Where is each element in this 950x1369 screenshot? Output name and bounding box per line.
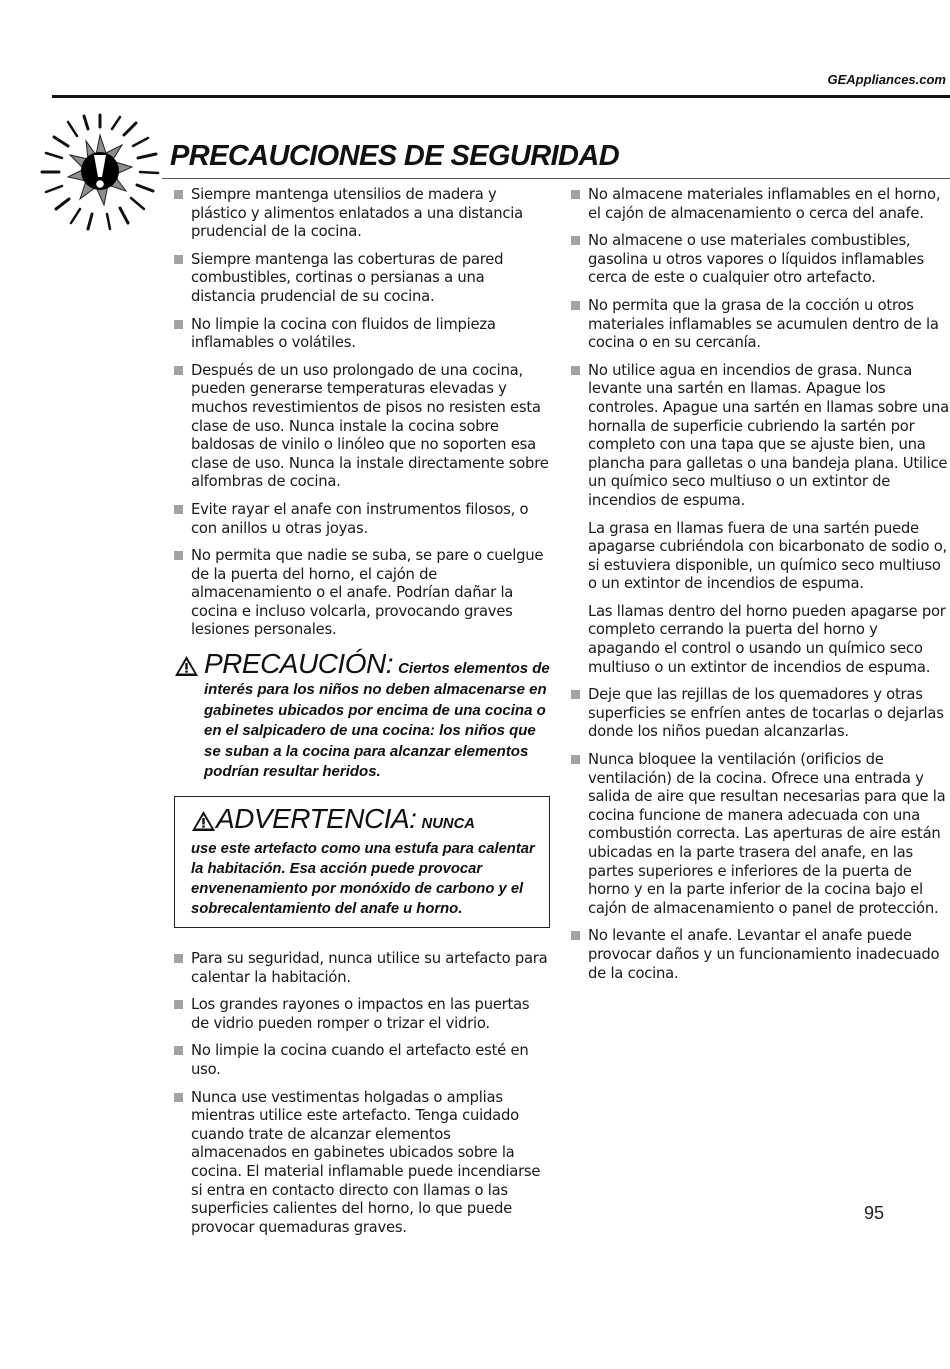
warning-triangle-icon bbox=[191, 810, 216, 832]
warning-text: use este artefacto como una estufa para calentar la habitación. Esa acción puede provocar envenenamiento por monóxido de carbono y el sobrecalentamiento del anafe u horno. bbox=[191, 841, 535, 918]
list-item: Deje que las rejillas de los quemadores y otras superficies se enfríen antes de tocarlas o dejarlas donde los niños puedan alcanzarlas. bbox=[571, 686, 950, 742]
title-rule bbox=[162, 178, 950, 179]
list-item: No utilice agua en incendios de grasa. Nunca levante una sartén en llamas. Apague los controles. Apague una sartén en llamas sobre una hornalla de superficie cubriendo la sartén por completo con una tapa que se ajuste bien, una plancha para galletas o una bandeja plana. Utilice un químico seco multiuso o un extintor de incendios de espuma. bbox=[571, 362, 950, 511]
list-item: No permita que la grasa de la cocción u otros materiales inflamables se acumulen dentro de la cocina o en su cercanía. bbox=[571, 297, 950, 353]
list-item: Siempre mantenga las coberturas de pared combustibles, cortinas o persianas a una distancia prudencial de su cocina. bbox=[174, 251, 550, 307]
header-rule bbox=[52, 95, 950, 98]
list-item: No permita que nadie se suba, se pare o cuelgue de la puerta del horno, el cajón de almacenamiento o el anafe. Podrían dañar la cocina e incluso volcarla, provocando graves lesiones personales. bbox=[174, 547, 550, 640]
warning-box bbox=[174, 796, 550, 928]
caution-text: Ciertos elementos de interés para los niños no deben almacenarse en gabinetes ubicados por encima de una cocina o en el salpicadero de una cocina: los niños que se suban a la cocina para alcanzar elementos podrían resultar heridos. bbox=[204, 660, 550, 781]
warning-burst-icon bbox=[40, 113, 160, 231]
warning-triangle-icon bbox=[174, 655, 199, 677]
caution-note bbox=[174, 649, 550, 782]
list-item: No almacene materiales inflamables en el horno, el cajón de almacenamiento o cerca del anafe. bbox=[571, 186, 950, 223]
caution-heading: PRECAUCIÓN: bbox=[204, 648, 393, 680]
list-item: Nunca use vestimentas holgadas o amplias mientras utilice este artefacto. Tenga cuidado cuando trate de alcanzar elementos almacenados en gabinetes ubicados sobre la cocina. El material inflamable puede incendiarse si entra en contacto directo con llamas o las superficies calientes del horno, lo que puede provocar quemaduras graves. bbox=[174, 1089, 550, 1238]
paragraph: Las llamas dentro del horno pueden apagarse por completo cerrando la puerta del horno y apagando el control o usando un químico seco multiuso o un extintor de incendios de espuma. bbox=[588, 602, 946, 676]
list-item: No almacene o use materiales combustibles, gasolina u otros vapores o líquidos inflamables cerca de este o cualquier otro artefacto. bbox=[571, 232, 950, 288]
list-item: Después de un uso prolongado de una cocina, pueden generarse temperaturas elevadas y muchos revestimientos de pisos no resisten esta clase de uso. Nunca instale la cocina sobre baldosas de vinilo o linóleo que no soporten esa clase de uso. Nunca la instale directamente sobre alfombras de cocina. bbox=[174, 362, 550, 492]
page-number: 95 bbox=[864, 1203, 885, 1223]
warning-lead: NUNCA bbox=[421, 816, 475, 833]
list-item: No limpie la cocina con fluidos de limpieza inflamables o volátiles. bbox=[174, 316, 550, 353]
list-item: Los grandes rayones o impactos en las puertas de vidrio pueden romper o trizar el vidrio. bbox=[174, 996, 550, 1033]
paragraph: La grasa en llamas fuera de una sartén puede apagarse cubriéndola con bicarbonato de sodio o, si estuviera disponible, un químico seco multiuso o un extintor de incendios de espuma. bbox=[588, 519, 947, 593]
warning-heading-row bbox=[191, 803, 543, 839]
left-column bbox=[174, 186, 550, 1246]
warning-heading: ADVERTENCIA: bbox=[216, 803, 417, 835]
list-item: Para su seguridad, nunca utilice su artefacto para calentar la habitación. bbox=[174, 950, 550, 987]
right-column bbox=[571, 186, 950, 992]
page-title: PRECAUCIONES DE SEGURIDAD bbox=[170, 140, 620, 172]
site-url: GEAppliances.com bbox=[827, 72, 946, 87]
list-item: Nunca bloquee la ventilación (orificios de ventilación) de la cocina. Ofrece una entrada y salida de aire que resultan necesarias para que la cocina funcione de manera adecuada con una combustión correcta. Las aperturas de aire están ubicadas en la parte trasera del anafe, en las partes superiores e inferiores de la puerta de horno y en la parte inferior de la cocina bajo el cajón de almacenamiento o panel de protección. bbox=[571, 751, 950, 918]
list-item: No limpie la cocina cuando el artefacto esté en uso. bbox=[174, 1042, 550, 1079]
list-item: Siempre mantenga utensilios de madera y plástico y alimentos enlatados a una distancia prudencial de la cocina. bbox=[174, 186, 550, 242]
list-item: No levante el anafe. Levantar el anafe puede provocar daños y un funcionamiento inadecuado de la cocina. bbox=[571, 927, 950, 983]
list-item: Evite rayar el anafe con instrumentos filosos, o con anillos u otras joyas. bbox=[174, 501, 550, 538]
